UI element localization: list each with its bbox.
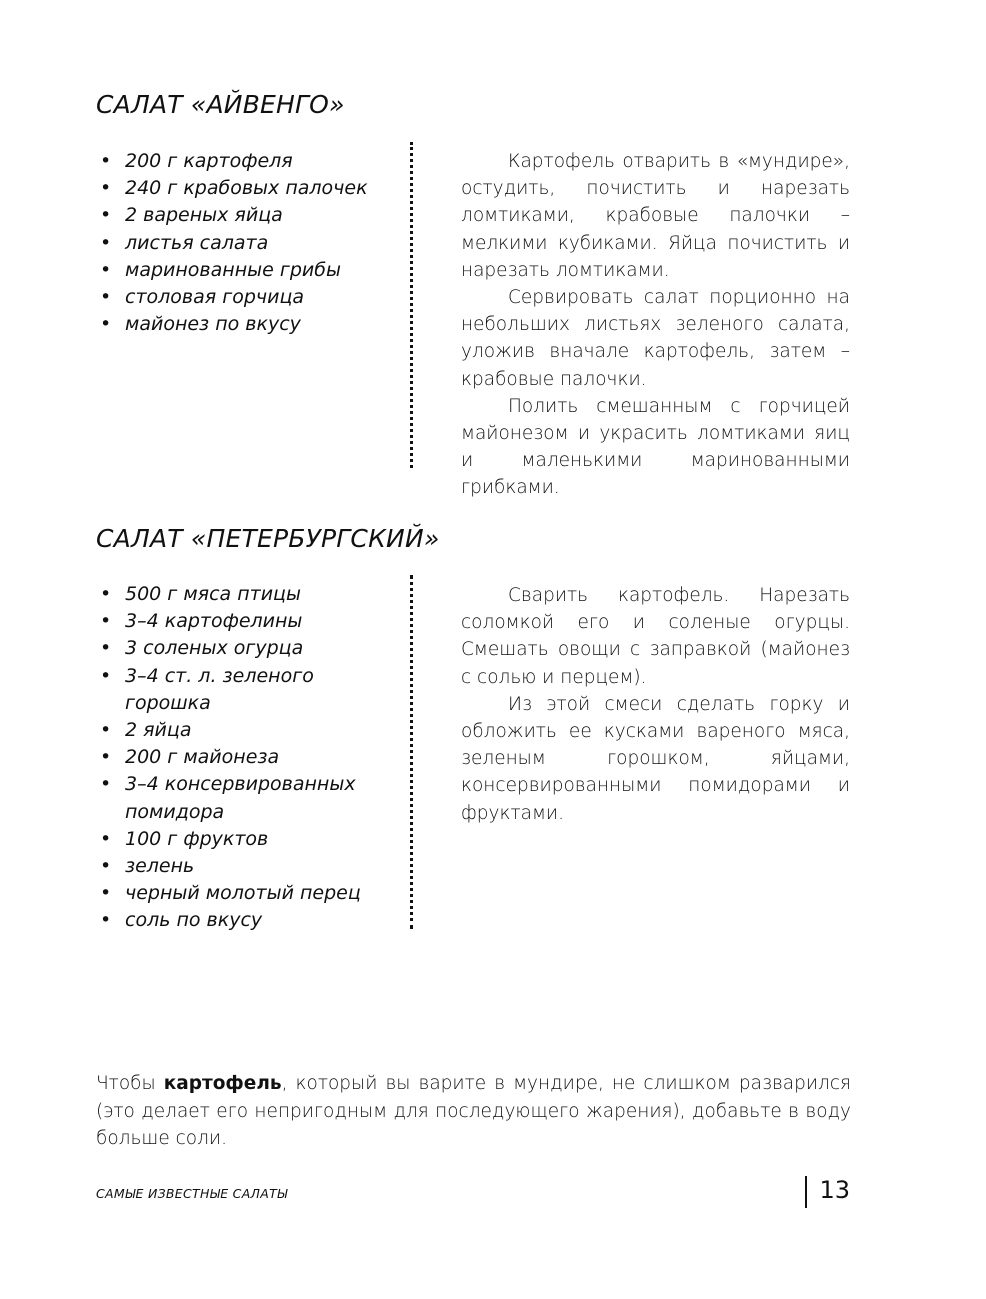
recipe-title: САЛАТ «АЙВЕНГО»: [96, 90, 345, 119]
cooking-tip: [96, 1070, 851, 1153]
ingredient: • 240 г крабовых палочек: [100, 175, 390, 202]
ingredient: • майонез по вкусу: [100, 311, 390, 338]
step: Сварить картофель. Нарезать соломкой его и соленые огурцы. Смешать овощи с заправкой (майонез с солью и перцем).: [461, 585, 850, 688]
ingredient: • 200 г майонеза: [100, 744, 380, 771]
recipe-steps: [461, 148, 850, 502]
step: Из этой смеси сделать горку и обложить ее кусками вареного мяса, зеленым горошком, яйцами, консервированными помидорами и фруктами.: [461, 693, 850, 824]
ingredient: • соль по вкусу: [100, 907, 380, 934]
ingredient: • черный молотый перец: [100, 880, 380, 907]
ingredient: • 3 соленых огурца: [100, 635, 380, 662]
step: Полить смешанным с горчицей майонезом и украсить ломтиками яиц и маленькими маринованными грибками.: [461, 395, 850, 499]
ingredient-list: [100, 148, 390, 338]
ingredient: • 3–4 консервированных помидора: [100, 771, 380, 825]
step: Картофель отварить в «мундире», остудить, почистить и нарезать ломтиками, крабовые палочки – мелкими кубиками. Яйца почистить и нарезать ломтиками.: [461, 151, 850, 281]
ingredient: • 3–4 ст. л. зеленого горошка: [100, 663, 380, 717]
ingredient: • 100 г фруктов: [100, 826, 380, 853]
dotted-divider: [410, 575, 413, 929]
ingredient: • маринованные грибы: [100, 257, 390, 284]
tip-keyword: картофель: [163, 1073, 282, 1094]
ingredient: • листья салата: [100, 230, 390, 257]
recipe-title: САЛАТ «ПЕТЕРБУРГСКИЙ»: [96, 524, 440, 553]
ingredient: • 2 вареных яйца: [100, 202, 390, 229]
page-number-divider: [805, 1176, 807, 1208]
page-number: 13: [819, 1176, 850, 1204]
ingredient-list: [100, 581, 380, 935]
ingredient: • 2 яйца: [100, 717, 380, 744]
dotted-divider: [410, 142, 413, 468]
recipe-steps: [461, 582, 850, 827]
ingredient: • зелень: [100, 853, 380, 880]
tip-text: Чтобы: [96, 1073, 164, 1094]
ingredient: • 3–4 картофелины: [100, 608, 380, 635]
step: Сервировать салат порционно на небольших листьях зеленого салата, уложив вначале картофель, затем – крабовые палочки.: [461, 287, 850, 390]
ingredient: • столовая горчица: [100, 284, 390, 311]
ingredient: • 500 г мяса птицы: [100, 581, 380, 608]
running-footer: САМЫЕ ИЗВЕСТНЫЕ САЛАТЫ: [96, 1186, 288, 1201]
tip-text: , который вы варите в мундире, не слишком разварился (это делает его непригодным для последующего жарения), добавьте в воду больше соли.: [96, 1073, 852, 1149]
ingredient: • 200 г картофеля: [100, 148, 390, 175]
